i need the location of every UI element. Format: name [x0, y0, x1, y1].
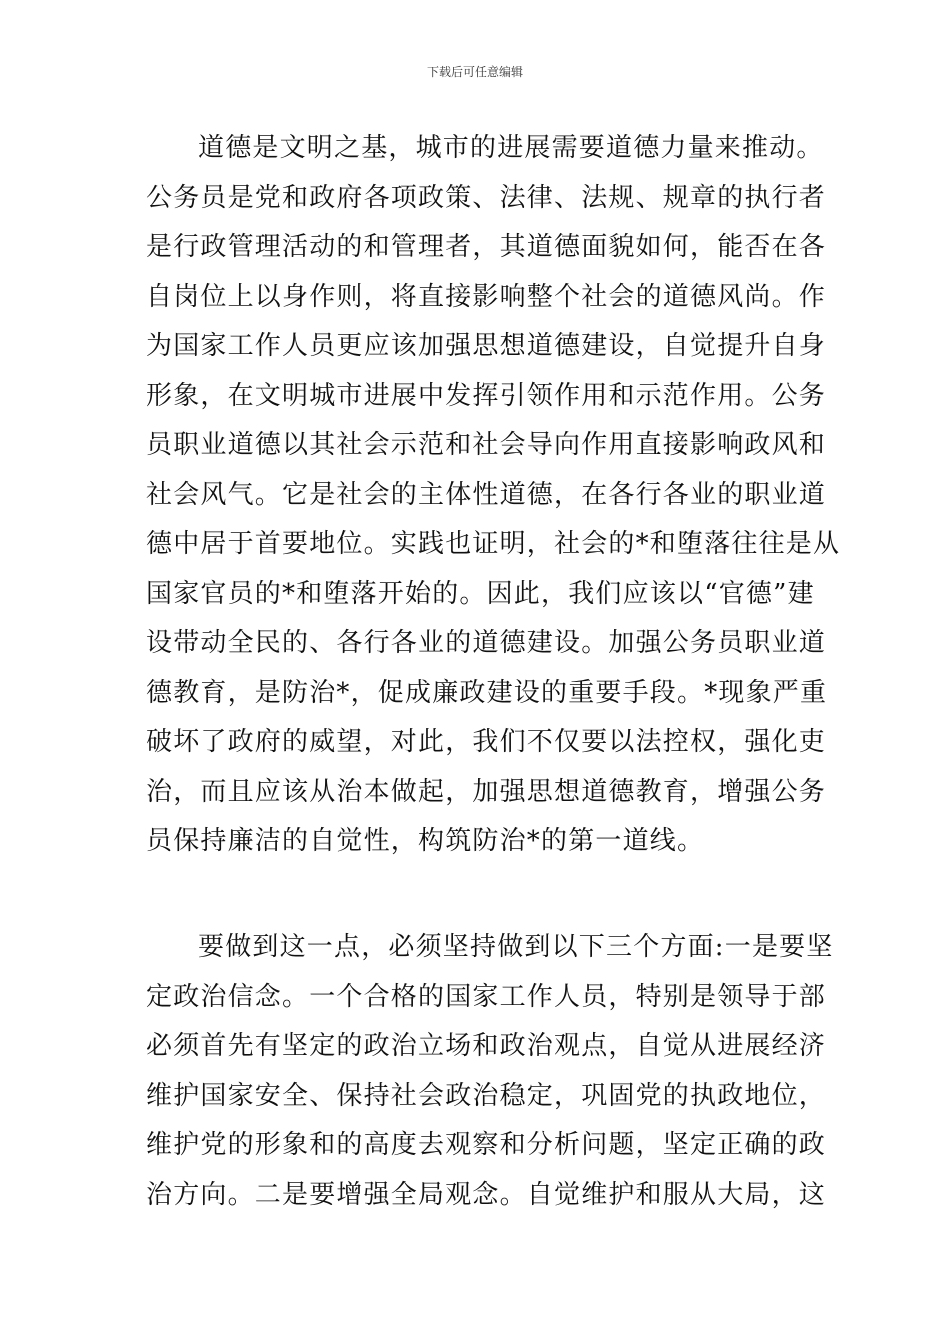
text-line: 治，而且应该从治本做起，加强思想道德教育，增强公务: [146, 776, 827, 807]
text-line: 员职业道德以其社会示范和社会导向作用直接影响政风和: [146, 430, 827, 460]
text-line: 德教育，是防治*，促成廉政建设的重要手段。*现象严重: [146, 677, 828, 708]
text-line: 德中居于首要地位。实践也证明，社会的*和堕落往往是从: [146, 529, 841, 559]
paragraph-2: [146, 923, 834, 1220]
page-header-note: 下载后可任意编辑: [426, 65, 523, 79]
text-line: 国家官员的*和堕落开始的。因此，我们应该以“官德”建: [146, 578, 815, 609]
text-line: 为国家工作人员更应该加强思想道德建设，自觉提升自身: [146, 331, 827, 361]
text-line: 治方向。二是要增强全局观念。自觉维护和服从大局，这: [146, 1179, 827, 1210]
text-line: 必须首先有坚定的政治立场和政治观点，自觉从进展经济: [146, 1031, 827, 1061]
text-line: 社会风气。它是社会的主体性道德，在各行各业的职业道: [146, 479, 827, 510]
text-line: 维护党的形象和的高度去观察和分析问题，坚定正确的政: [146, 1130, 827, 1160]
text-line: 是行政管理活动的和管理者，其道德面貌如何，能否在各: [146, 232, 827, 262]
text-line: 定政治信念。一个合格的国家工作人员，特别是领导于部: [146, 981, 827, 1012]
text-line: 形象，在文明城市进展中发挥引领作用和示范作用。公务: [146, 380, 827, 411]
text-line: 道德是文明之基，城市的进展需要道德力量来推动。: [198, 133, 824, 163]
text-line: 自岗位上以身作则，将直接影响整个社会的道德风尚。作: [146, 281, 827, 312]
text-line: 员保持廉洁的自觉性，构筑防治*的第一道线。: [146, 826, 705, 856]
text-line: 维护国家安全、保持社会政治稳定，巩固党的执政地位，: [146, 1080, 827, 1111]
paragraph-1: [146, 124, 841, 867]
text-line: 破坏了政府的威望，对此，我们不仅要以法控权，强化吏: [146, 727, 827, 757]
text-line: 要做到这一点，必须坚持做到以下三个方面:一是要坚: [198, 932, 834, 962]
text-line: 公务员是党和政府各项政策、法律、法规、规章的执行者: [146, 182, 827, 213]
text-line: 设带动全民的、各行各业的道德建设。加强公务员职业道: [146, 628, 827, 658]
